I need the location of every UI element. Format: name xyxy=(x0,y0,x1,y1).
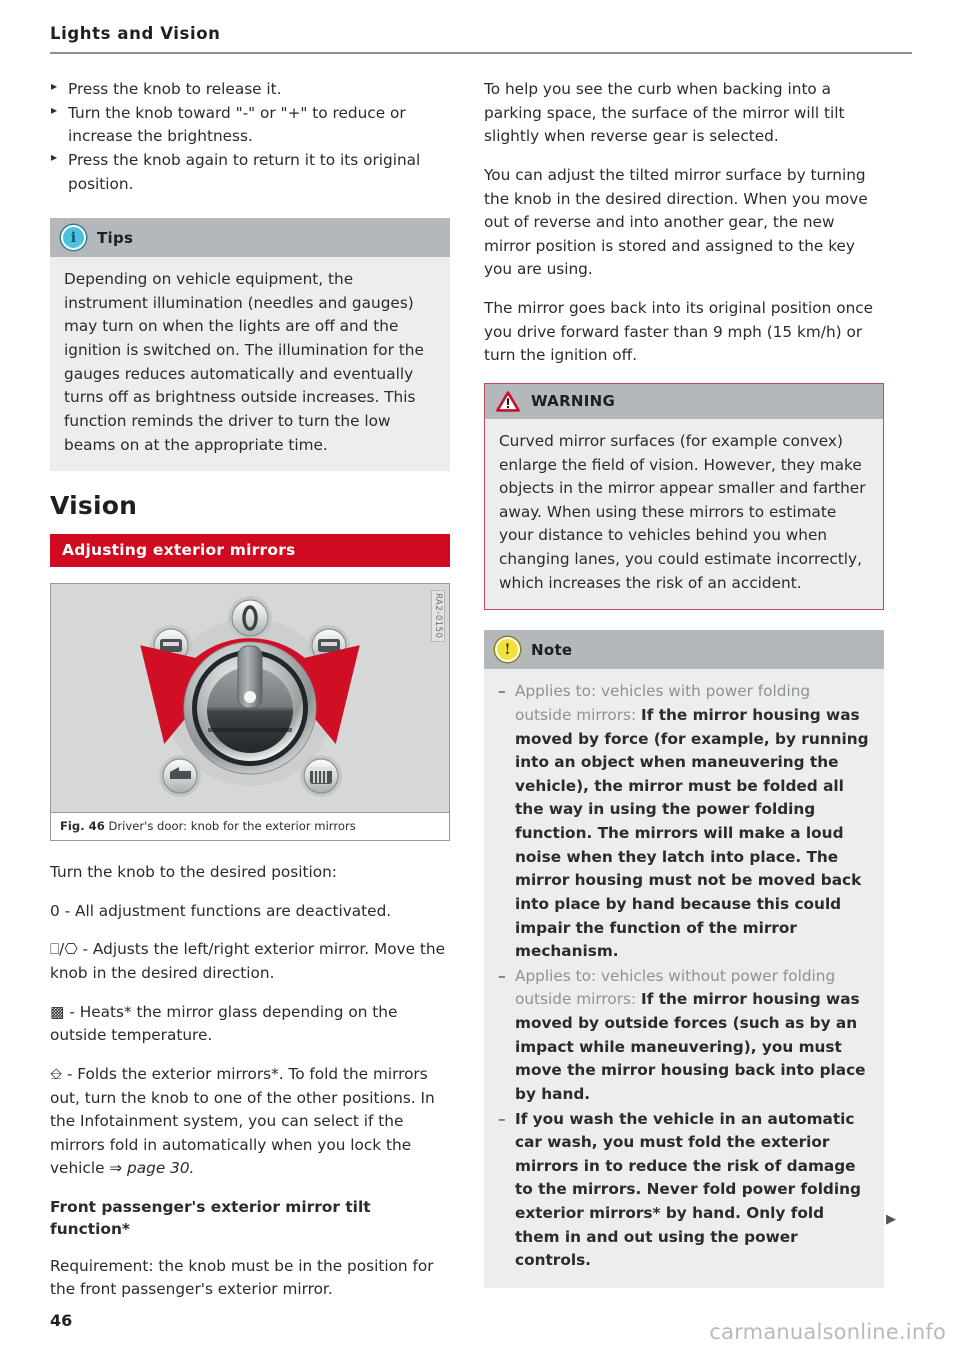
tips-text: Depending on vehicle equipment, the instrument illumination (needles and gauges) may turn on when the lights are off and the ignition is switched on. The illumination for the gauges reduces automatically and eventually turns off as brightness outside increases. This function reminds the driver to turn the low beams on at the appropriate time. xyxy=(64,270,424,454)
knob-position-mirror-text xyxy=(50,938,450,985)
knob-position-0 xyxy=(228,596,272,640)
warning-callout xyxy=(484,383,884,610)
symbol-zero: 0 xyxy=(50,901,60,920)
note-items-list xyxy=(498,680,870,1273)
knob-position-0-desc: - All adjustment functions are deactivated. xyxy=(59,901,392,920)
knob-position-fold-desc: - Folds the exterior mirrors*. To fold the mirrors out, turn the knob to one of the other positions. In the Infotainment system, you can select if the mirrors fold in automatically when you lock the vehicle xyxy=(50,1064,435,1178)
warning-triangle-icon xyxy=(496,391,520,412)
note-item-text: If the mirror housing was moved by force (for example, by running into an object when maneuvering the vehicle), the mirror must be folded all the way in using the power folding function. The mirrors will make a loud noise when they latch into place. The mirror housing must not be moved back into place by hand because this could impair the function of the mirror mechanism. xyxy=(515,705,869,961)
instruction-steps-list xyxy=(50,78,450,196)
watermark-text: carmanualsonline.info xyxy=(709,1320,946,1344)
knob-position-heat-text xyxy=(50,1001,450,1048)
knob-position-mirror-desc: - Adjusts the left/right exterior mirror. Move the knob in the desired direction. xyxy=(50,940,446,982)
figure-caption-label: Fig. 46 xyxy=(60,819,105,834)
subsection-banner: Adjusting exterior mirrors xyxy=(50,534,450,567)
knob-position-fold-text xyxy=(50,1063,450,1181)
note-callout-body xyxy=(484,669,884,1288)
requirement-text: Requirement: the knob must be in the position for the front passenger's exterior mirror. xyxy=(50,1256,434,1299)
page-title: Lights and Vision xyxy=(50,24,221,43)
subheading-tilt-function: Front passenger's exterior mirror tilt function* xyxy=(50,1198,371,1239)
note-callout xyxy=(484,630,884,1288)
right-column xyxy=(484,78,884,1308)
info-circle-icon: i xyxy=(61,225,86,250)
tips-callout-header xyxy=(50,218,450,257)
knob-position-left-mirror xyxy=(150,625,192,667)
section-heading-vision: Vision xyxy=(50,491,138,521)
figure-caption-text: Driver's door: knob for the exterior mirrors xyxy=(108,819,356,834)
paragraph-curb-view: To help you see the curb when backing into a parking space, the surface of the mirror will tilt slightly when reverse gear is selected. xyxy=(484,80,845,146)
figure-code-label: RA2-0150 xyxy=(431,590,445,641)
note-callout-label: Note xyxy=(531,640,573,659)
left-column xyxy=(50,78,450,1317)
knob-position-fold xyxy=(159,755,201,797)
figure-image xyxy=(51,584,449,812)
paragraph-adjust-tilt: You can adjust the tilted mirror surface by turning the knob in the desired direction. When you move out of reverse and into another gear, the new mirror position is stored and assigned to the key you are using. xyxy=(484,165,868,279)
list-item: ▸ Turn the knob toward "-" or "+" to reduce or increase the brightness. xyxy=(50,102,450,149)
figure-caption xyxy=(51,812,449,840)
mirror-knob-illustration xyxy=(51,584,449,812)
header-rule xyxy=(50,52,912,54)
list-item xyxy=(498,680,870,964)
knob-position-right-mirror xyxy=(308,625,350,667)
list-item: ▸ Press the knob again to return it to its original position. xyxy=(50,149,450,196)
knob-position-heat-desc: - Heats* the mirror glass depending on the outside temperature. xyxy=(50,1002,398,1045)
tips-callout-body xyxy=(50,257,450,471)
note-callout-header xyxy=(484,630,884,669)
symbol-mirror-fold: ⎒ xyxy=(50,1064,63,1083)
list-item xyxy=(498,965,870,1107)
tips-callout xyxy=(50,218,450,471)
symbol-mirror-heating: ▩ xyxy=(50,1002,65,1021)
knob-intro-text: Turn the knob to the desired position: xyxy=(50,863,337,882)
list-item: ▸ Press the knob to release it. xyxy=(50,78,450,102)
tips-callout-label: Tips xyxy=(97,228,134,247)
note-applies-label: Applies to: vehicles with power folding outside mirrors: xyxy=(515,682,811,724)
paragraph-return-position: The mirror goes back into its original position once you drive forward faster than 9 mph (15 km/h) or turn the ignition off. xyxy=(484,299,874,365)
list-item xyxy=(498,1108,870,1273)
symbol-left-right-mirror: ⎕/⎔ xyxy=(50,940,78,959)
continuation-arrow-icon: ▶ xyxy=(886,1212,896,1227)
figure-46 xyxy=(50,583,450,841)
page-cross-reference[interactable]: ⇒ page 30. xyxy=(109,1159,195,1178)
warning-callout-label: WARNING xyxy=(531,392,616,411)
page-header xyxy=(50,24,912,54)
note-item-text: If the mirror housing was moved by outside forces (such as by an impact while maneuvering), you must move the mirror housing back into place by hand. xyxy=(515,990,866,1103)
warning-callout-header xyxy=(485,384,883,419)
page-number: 46 xyxy=(50,1311,73,1330)
warning-callout-body xyxy=(485,419,883,609)
note-applies-label: Applies to: vehicles without power folding outside mirrors: xyxy=(515,966,836,1009)
warning-text: Curved mirror surfaces (for example convex) enlarge the field of vision. However, they make objects in the mirror appear smaller and farther away. When using these mirrors to estimate your distance to vehicles behind you when changing lanes, you could estimate incorrectly, which increases the risk of an accident. xyxy=(499,431,866,592)
knob-position-0-text xyxy=(50,900,450,924)
knob-position-heating xyxy=(300,755,342,797)
note-item-text: If you wash the vehicle in an automatic car wash, you must fold the exterior mirrors in to reduce the risk of damage to the mirrors. Never fold power folding exterior mirrors* by hand. Only fold them in and out using the power controls. xyxy=(515,1109,861,1270)
note-circle-icon: ! xyxy=(495,637,520,662)
